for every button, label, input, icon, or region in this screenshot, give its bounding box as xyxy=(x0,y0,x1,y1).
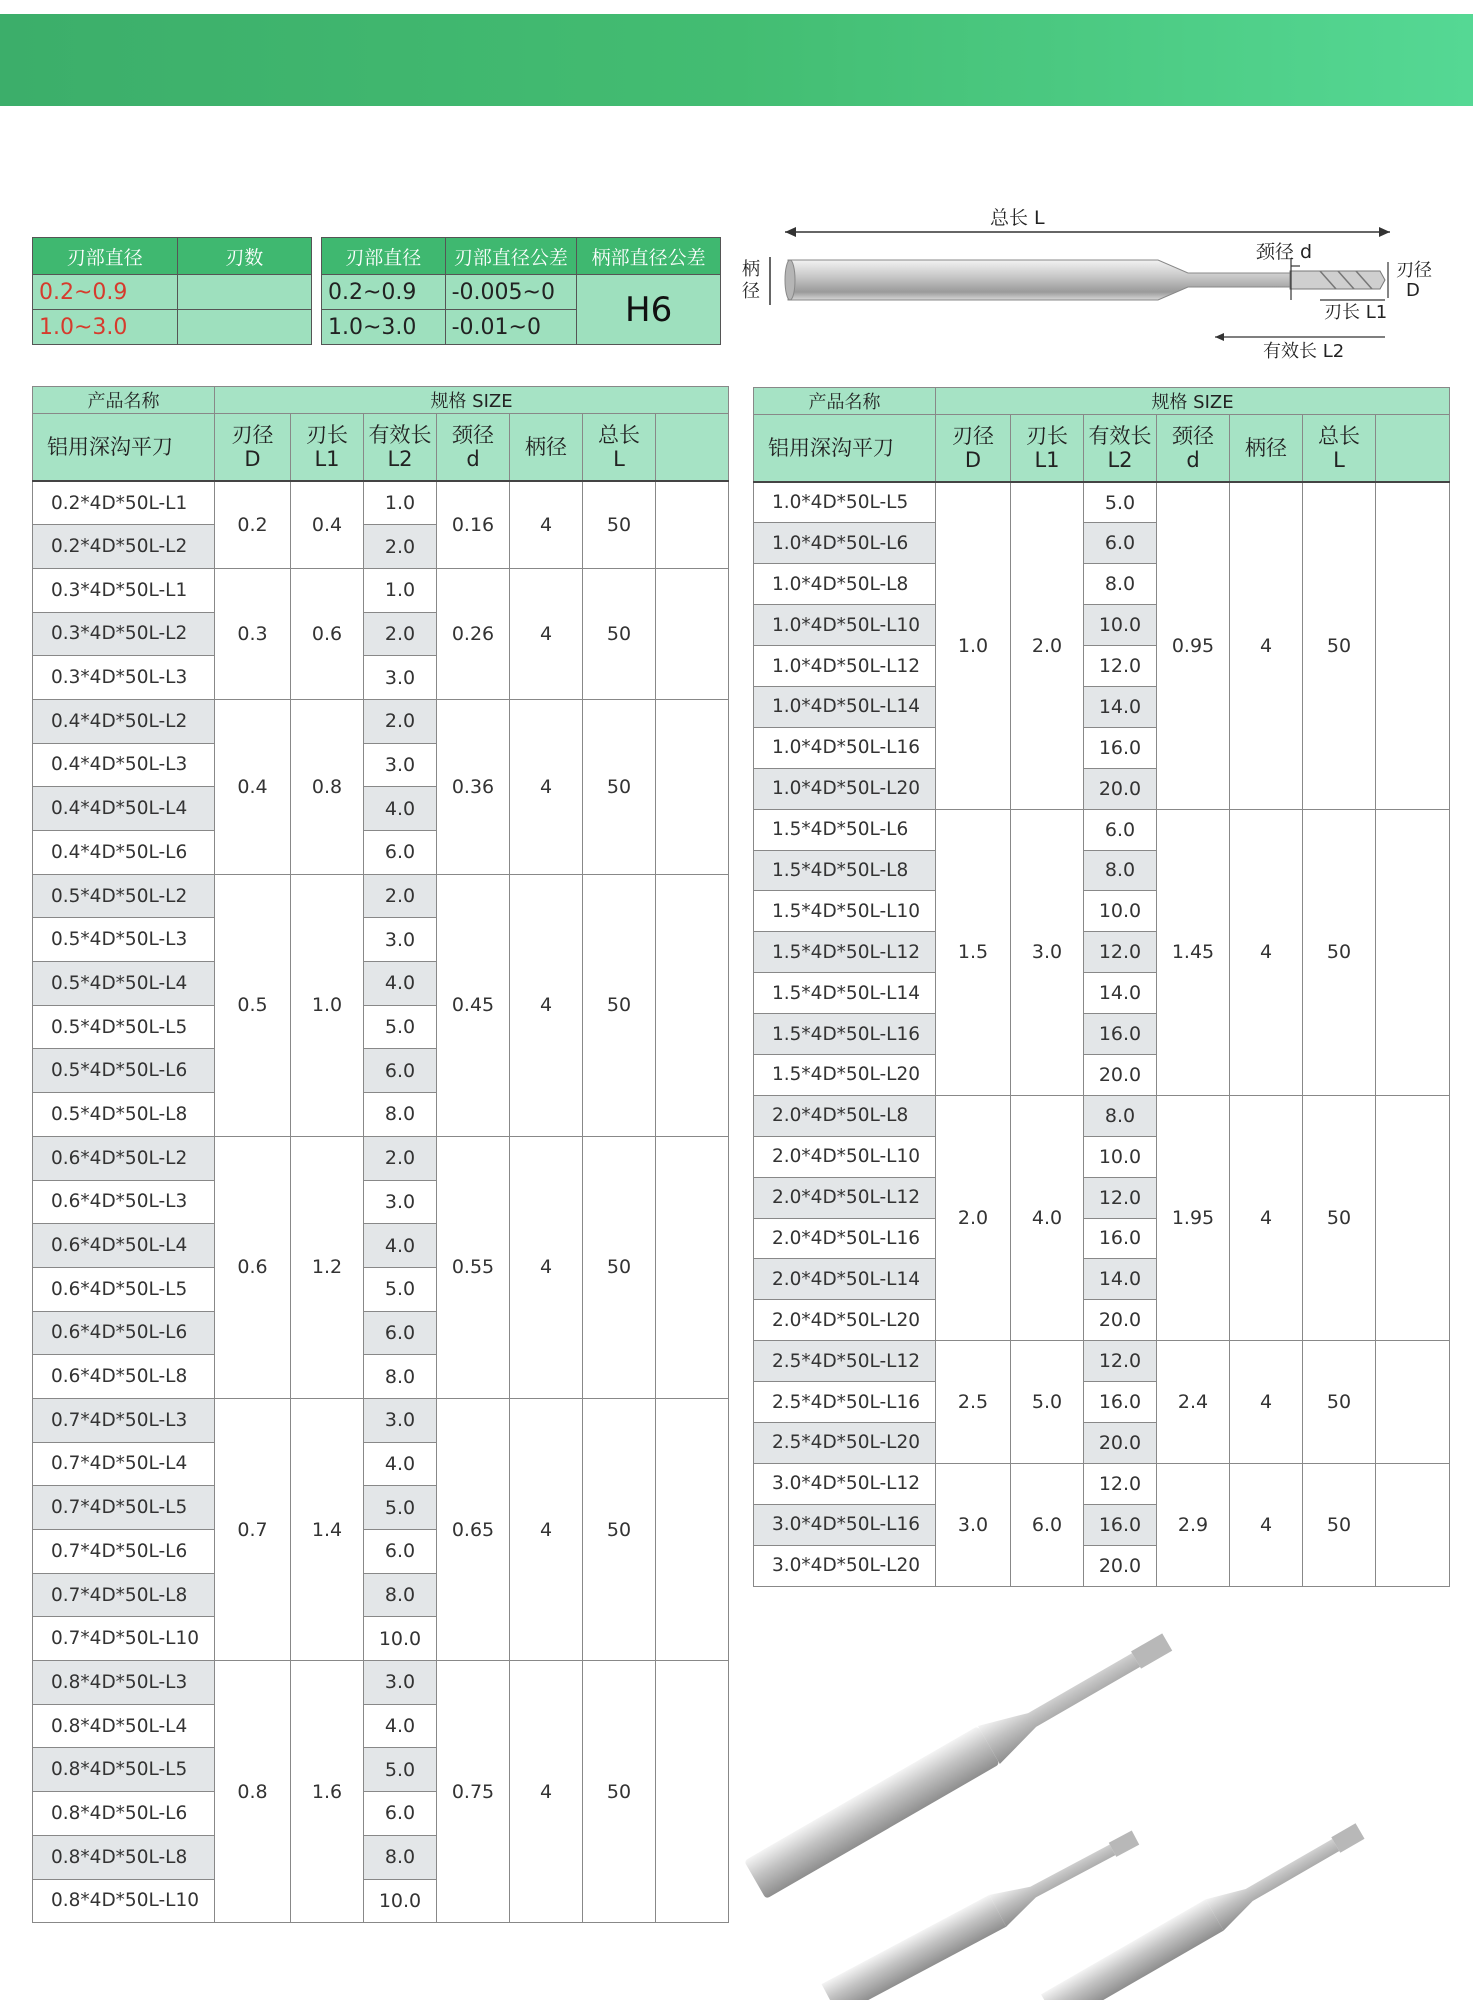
effective-length-value: 20.0 xyxy=(1084,1422,1157,1463)
effective-length-value: 8.0 xyxy=(364,1093,437,1137)
model-number: 3.0*4D*50L-L16 xyxy=(754,1504,936,1545)
effective-length-value: 5.0 xyxy=(364,1486,437,1530)
model-number: 0.6*4D*50L-L4 xyxy=(33,1224,215,1268)
shank-end-icon xyxy=(785,260,795,300)
shank-dia-value: 4 xyxy=(1230,1463,1303,1586)
tool-dimension-diagram xyxy=(740,200,1460,365)
header-blade-dia: 刃部直径 xyxy=(33,238,178,275)
model-number: 0.7*4D*50L-L6 xyxy=(33,1530,215,1574)
effective-length-value: 8.0 xyxy=(1084,1095,1157,1136)
blank-cell xyxy=(656,1136,729,1398)
model-number: 0.3*4D*50L-L3 xyxy=(33,656,215,700)
col-header-neck-dia: 颈径 d xyxy=(1157,415,1230,483)
top-banner xyxy=(0,14,1473,106)
table-row xyxy=(33,1661,729,1705)
blade-dia-tolerance: -0.005~0 xyxy=(445,275,577,310)
shank-dia-value: 4 xyxy=(510,1398,583,1660)
table-row xyxy=(754,482,1450,523)
model-number: 0.3*4D*50L-L2 xyxy=(33,612,215,656)
model-number: 0.6*4D*50L-L5 xyxy=(33,1267,215,1311)
blade-length-value: 2.0 xyxy=(1011,482,1084,809)
neck-dia-value: 0.95 xyxy=(1157,482,1230,809)
effective-length-value: 8.0 xyxy=(364,1573,437,1617)
blade-count-table xyxy=(32,237,312,345)
effective-length-value: 1.0 xyxy=(364,481,437,525)
total-length-value: 50 xyxy=(583,481,656,568)
model-number: 1.5*4D*50L-L6 xyxy=(754,809,936,850)
blank-cell xyxy=(1376,482,1450,809)
model-number: 0.2*4D*50L-L2 xyxy=(33,525,215,569)
neck-dia-value: 0.65 xyxy=(437,1398,510,1660)
model-number: 1.0*4D*50L-L5 xyxy=(754,482,936,523)
model-number: 0.4*4D*50L-L4 xyxy=(33,787,215,831)
blade-dia-value: 1.0 xyxy=(936,482,1011,809)
product-type: 铝用深沟平刀 xyxy=(33,414,215,482)
blade-dia-range: 1.0~3.0 xyxy=(322,310,446,345)
table-row xyxy=(754,1341,1450,1382)
effective-length-value: 2.0 xyxy=(364,699,437,743)
effective-length-value: 3.0 xyxy=(364,743,437,787)
effective-length-value: 12.0 xyxy=(1084,1177,1157,1218)
effective-length-value: 3.0 xyxy=(364,918,437,962)
model-number: 2.0*4D*50L-L10 xyxy=(754,1136,936,1177)
model-number: 3.0*4D*50L-L20 xyxy=(754,1545,936,1586)
blade-length-value: 5.0 xyxy=(1011,1341,1084,1464)
col-header-blade-length: 刃长 L1 xyxy=(291,414,364,482)
blade-dia-value: 0.6 xyxy=(215,1136,291,1398)
blade-length-label: 刃长 L1 xyxy=(1324,302,1388,323)
shank-dia-value: 4 xyxy=(510,699,583,874)
effective-length-value: 4.0 xyxy=(364,962,437,1006)
model-number: 2.5*4D*50L-L16 xyxy=(754,1382,936,1423)
size-header: 规格 SIZE xyxy=(936,388,1450,415)
blade-dia-range: 0.2~0.9 xyxy=(322,275,446,310)
shank-label: 径 xyxy=(742,281,760,302)
product-name-header: 产品名称 xyxy=(33,387,215,414)
header-flutes: 刃数 xyxy=(177,238,311,275)
model-number: 1.0*4D*50L-L6 xyxy=(754,523,936,564)
effective-length-value: 16.0 xyxy=(1084,1382,1157,1423)
blade-dia-value: 2.0 xyxy=(936,1095,1011,1340)
table-row xyxy=(33,481,729,525)
table-row xyxy=(754,1463,1450,1504)
total-length-value: 50 xyxy=(583,1136,656,1398)
effective-length-value: 10.0 xyxy=(1084,605,1157,646)
table-row xyxy=(33,1398,729,1442)
model-number: 2.0*4D*50L-L12 xyxy=(754,1177,936,1218)
blade-dia-value: 2.5 xyxy=(936,1341,1011,1464)
model-number: 2.0*4D*50L-L14 xyxy=(754,1259,936,1300)
model-number: 1.0*4D*50L-L12 xyxy=(754,646,936,687)
col-header-effective-length: 有效长 L2 xyxy=(1084,415,1157,483)
spec-table-right xyxy=(753,387,1450,1587)
size-header: 规格 SIZE xyxy=(215,387,729,414)
blank-cell xyxy=(656,568,729,699)
effective-length-value: 12.0 xyxy=(1084,1463,1157,1504)
model-number: 0.6*4D*50L-L3 xyxy=(33,1180,215,1224)
blade-length-value: 3.0 xyxy=(1011,809,1084,1095)
total-length-value: 50 xyxy=(583,1661,656,1923)
shank-dia-value: 4 xyxy=(1230,1095,1303,1340)
blade-length-value: 1.6 xyxy=(291,1661,364,1923)
header-blade-dia: 刃部直径 xyxy=(322,238,446,275)
blade-dia-range: 1.0~3.0 xyxy=(33,310,178,345)
effective-length-value: 6.0 xyxy=(364,1792,437,1836)
model-number: 0.3*4D*50L-L1 xyxy=(33,568,215,612)
model-number: 0.8*4D*50L-L8 xyxy=(33,1835,215,1879)
blade-dia-value: 0.3 xyxy=(215,568,291,699)
table-row xyxy=(33,699,729,743)
effective-length-value: 14.0 xyxy=(1084,1259,1157,1300)
effective-length-value: 8.0 xyxy=(1084,850,1157,891)
blank-cell xyxy=(1376,1341,1450,1464)
neck-dia-value: 0.55 xyxy=(437,1136,510,1398)
model-number: 0.7*4D*50L-L8 xyxy=(33,1573,215,1617)
total-length-value: 50 xyxy=(583,874,656,1136)
model-number: 3.0*4D*50L-L12 xyxy=(754,1463,936,1504)
model-number: 0.7*4D*50L-L5 xyxy=(33,1486,215,1530)
shank-dia-value: 4 xyxy=(1230,809,1303,1095)
model-number: 0.5*4D*50L-L5 xyxy=(33,1005,215,1049)
col-header-blade-length: 刃长 L1 xyxy=(1011,415,1084,483)
effective-length-value: 6.0 xyxy=(364,1311,437,1355)
effective-length-value: 3.0 xyxy=(364,1180,437,1224)
effective-length-value: 2.0 xyxy=(364,525,437,569)
blank-cell xyxy=(1376,809,1450,1095)
model-number: 2.0*4D*50L-L16 xyxy=(754,1218,936,1259)
end-mill-icon xyxy=(744,1630,1178,1899)
blade-length-value: 6.0 xyxy=(1011,1463,1084,1586)
product-type: 铝用深沟平刀 xyxy=(754,415,936,483)
model-number: 0.5*4D*50L-L2 xyxy=(33,874,215,918)
col-header-total-length: 总长 L xyxy=(1303,415,1376,483)
effective-length-value: 4.0 xyxy=(364,787,437,831)
model-number: 0.4*4D*50L-L3 xyxy=(33,743,215,787)
flute-icon xyxy=(1290,271,1385,289)
effective-length-value: 3.0 xyxy=(364,656,437,700)
model-number: 1.5*4D*50L-L10 xyxy=(754,891,936,932)
header-shank-tol: 柄部直径公差 xyxy=(577,238,721,275)
effective-length-value: 8.0 xyxy=(364,1835,437,1879)
blade-dia-value: 1.5 xyxy=(936,809,1011,1095)
blade-dia-tolerance: -0.01~0 xyxy=(445,310,577,345)
total-length-value: 50 xyxy=(583,1398,656,1660)
effective-length-value: 6.0 xyxy=(1084,523,1157,564)
model-number: 0.6*4D*50L-L6 xyxy=(33,1311,215,1355)
blade-dia-label: D xyxy=(1406,280,1420,301)
effective-length-value: 6.0 xyxy=(364,831,437,875)
effective-length-value: 4.0 xyxy=(364,1704,437,1748)
model-number: 0.8*4D*50L-L5 xyxy=(33,1748,215,1792)
col-header-blade-dia: 刃径 D xyxy=(936,415,1011,483)
col-header-shank-dia: 柄径 xyxy=(1230,415,1303,483)
blade-length-value: 0.4 xyxy=(291,481,364,568)
neck-dia-value: 0.36 xyxy=(437,699,510,874)
effective-length-value: 4.0 xyxy=(364,1442,437,1486)
blade-length-value: 1.0 xyxy=(291,874,364,1136)
shank-dia-value: 4 xyxy=(1230,1341,1303,1464)
effective-length-value: 5.0 xyxy=(1084,482,1157,523)
model-number: 2.0*4D*50L-L20 xyxy=(754,1300,936,1341)
blade-dia-value: 0.2 xyxy=(215,481,291,568)
neck-dia-value: 0.16 xyxy=(437,481,510,568)
blade-length-value: 1.2 xyxy=(291,1136,364,1398)
effective-length-label: 有效长 L2 xyxy=(1263,341,1345,362)
blade-dia-value: 0.4 xyxy=(215,699,291,874)
blade-length-value: 0.8 xyxy=(291,699,364,874)
effective-length-value: 16.0 xyxy=(1084,727,1157,768)
blade-dia-label: 刃径 xyxy=(1396,260,1432,281)
effective-length-value: 10.0 xyxy=(364,1879,437,1923)
product-name-header: 产品名称 xyxy=(754,388,936,415)
effective-length-value: 16.0 xyxy=(1084,1504,1157,1545)
effective-length-value: 5.0 xyxy=(364,1748,437,1792)
effective-length-value: 20.0 xyxy=(1084,1300,1157,1341)
end-mill-icon xyxy=(1041,1815,1369,2000)
model-number: 1.5*4D*50L-L20 xyxy=(754,1054,936,1095)
shank-dia-value: 4 xyxy=(1230,482,1303,809)
effective-length-value: 20.0 xyxy=(1084,1054,1157,1095)
total-length-value: 50 xyxy=(583,699,656,874)
neck-dia-value: 1.45 xyxy=(1157,809,1230,1095)
shank-dia-value: 4 xyxy=(510,1661,583,1923)
model-number: 0.7*4D*50L-L10 xyxy=(33,1617,215,1661)
neck-label: 颈径 d xyxy=(1256,241,1313,263)
table-row xyxy=(33,874,729,918)
model-number: 0.2*4D*50L-L1 xyxy=(33,481,215,525)
effective-length-value: 12.0 xyxy=(1084,932,1157,973)
model-number: 0.5*4D*50L-L3 xyxy=(33,918,215,962)
effective-length-value: 6.0 xyxy=(364,1530,437,1574)
model-number: 2.5*4D*50L-L12 xyxy=(754,1341,936,1382)
effective-length-value: 2.0 xyxy=(364,612,437,656)
model-number: 0.5*4D*50L-L4 xyxy=(33,962,215,1006)
effective-length-value: 8.0 xyxy=(1084,564,1157,605)
model-number: 0.4*4D*50L-L2 xyxy=(33,699,215,743)
model-number: 1.5*4D*50L-L8 xyxy=(754,850,936,891)
effective-length-value: 12.0 xyxy=(1084,646,1157,687)
end-mill-icon xyxy=(788,260,1290,300)
col-header-blade-dia: 刃径 D xyxy=(215,414,291,482)
effective-length-value: 10.0 xyxy=(364,1617,437,1661)
model-number: 1.0*4D*50L-L16 xyxy=(754,727,936,768)
effective-length-value: 6.0 xyxy=(364,1049,437,1093)
blank-cell xyxy=(656,1661,729,1923)
total-length-value: 50 xyxy=(1303,1463,1376,1586)
neck-dia-value: 0.26 xyxy=(437,568,510,699)
total-length-value: 50 xyxy=(1303,1095,1376,1340)
table-row xyxy=(33,1136,729,1180)
effective-length-value: 3.0 xyxy=(364,1661,437,1705)
effective-length-value: 20.0 xyxy=(1084,1545,1157,1586)
blade-dia-value: 0.7 xyxy=(215,1398,291,1660)
neck-dia-value: 1.95 xyxy=(1157,1095,1230,1340)
shank-dia-value: 4 xyxy=(510,1136,583,1398)
effective-length-value: 10.0 xyxy=(1084,1136,1157,1177)
total-length-value: 50 xyxy=(1303,482,1376,809)
blank-cell xyxy=(656,1398,729,1660)
effective-length-value: 5.0 xyxy=(364,1005,437,1049)
model-number: 1.5*4D*50L-L12 xyxy=(754,932,936,973)
blank-cell xyxy=(656,481,729,568)
blank-cell xyxy=(656,699,729,874)
model-number: 0.4*4D*50L-L6 xyxy=(33,831,215,875)
col-header-blank xyxy=(1376,415,1450,483)
total-length-value: 50 xyxy=(1303,1341,1376,1464)
neck-dia-value: 0.45 xyxy=(437,874,510,1136)
col-header-neck-dia: 颈径 d xyxy=(437,414,510,482)
spec-table-left xyxy=(32,386,729,1923)
col-header-effective-length: 有效长 L2 xyxy=(364,414,437,482)
model-number: 0.5*4D*50L-L8 xyxy=(33,1093,215,1137)
blade-dia-value: 3.0 xyxy=(936,1463,1011,1586)
shank-tolerance: H6 xyxy=(577,275,721,345)
neck-dia-value: 2.4 xyxy=(1157,1341,1230,1464)
effective-length-value: 10.0 xyxy=(1084,891,1157,932)
model-number: 2.0*4D*50L-L8 xyxy=(754,1095,936,1136)
effective-length-value: 4.0 xyxy=(364,1224,437,1268)
effective-length-value: 12.0 xyxy=(1084,1341,1157,1382)
effective-length-value: 20.0 xyxy=(1084,768,1157,809)
effective-length-value: 8.0 xyxy=(364,1355,437,1399)
model-number: 0.8*4D*50L-L6 xyxy=(33,1792,215,1836)
shank-dia-value: 4 xyxy=(510,481,583,568)
total-length-label: 总长 L xyxy=(990,207,1045,229)
shank-label: 柄 xyxy=(742,259,760,280)
blade-length-value: 0.6 xyxy=(291,568,364,699)
effective-length-value: 16.0 xyxy=(1084,1014,1157,1055)
model-number: 2.5*4D*50L-L20 xyxy=(754,1422,936,1463)
blade-length-value: 4.0 xyxy=(1011,1095,1084,1340)
model-number: 1.0*4D*50L-L10 xyxy=(754,605,936,646)
neck-dia-value: 0.75 xyxy=(437,1661,510,1923)
model-number: 0.6*4D*50L-L8 xyxy=(33,1355,215,1399)
col-header-blank xyxy=(656,414,729,482)
shank-dia-value: 4 xyxy=(510,568,583,699)
flute-count xyxy=(177,275,311,310)
blank-cell xyxy=(1376,1095,1450,1340)
effective-length-value: 2.0 xyxy=(364,874,437,918)
col-header-total-length: 总长 L xyxy=(583,414,656,482)
model-number: 1.0*4D*50L-L20 xyxy=(754,768,936,809)
blank-cell xyxy=(656,874,729,1136)
total-length-value: 50 xyxy=(1303,809,1376,1095)
effective-length-value: 3.0 xyxy=(364,1398,437,1442)
blade-dia-range: 0.2~0.9 xyxy=(33,275,178,310)
flute-count xyxy=(177,310,311,345)
table-row xyxy=(33,568,729,612)
effective-length-value: 14.0 xyxy=(1084,686,1157,727)
effective-length-value: 5.0 xyxy=(364,1267,437,1311)
effective-length-value: 6.0 xyxy=(1084,809,1157,850)
model-number: 0.5*4D*50L-L6 xyxy=(33,1049,215,1093)
effective-length-value: 2.0 xyxy=(364,1136,437,1180)
shank-dia-value: 4 xyxy=(510,874,583,1136)
end-mill-photo xyxy=(740,1630,1473,2000)
model-number: 1.5*4D*50L-L16 xyxy=(754,1014,936,1055)
tolerance-table xyxy=(321,237,721,345)
model-number: 0.7*4D*50L-L3 xyxy=(33,1398,215,1442)
table-row xyxy=(754,809,1450,850)
effective-length-value: 1.0 xyxy=(364,568,437,612)
blank-cell xyxy=(1376,1463,1450,1586)
model-number: 0.8*4D*50L-L10 xyxy=(33,1879,215,1923)
model-number: 0.8*4D*50L-L4 xyxy=(33,1704,215,1748)
col-header-shank-dia: 柄径 xyxy=(510,414,583,482)
model-number: 0.6*4D*50L-L2 xyxy=(33,1136,215,1180)
effective-length-value: 14.0 xyxy=(1084,973,1157,1014)
model-number: 1.5*4D*50L-L14 xyxy=(754,973,936,1014)
model-number: 0.7*4D*50L-L4 xyxy=(33,1442,215,1486)
model-number: 1.0*4D*50L-L14 xyxy=(754,686,936,727)
effective-length-value: 16.0 xyxy=(1084,1218,1157,1259)
model-number: 0.8*4D*50L-L3 xyxy=(33,1661,215,1705)
table-row xyxy=(754,1095,1450,1136)
neck-dia-value: 2.9 xyxy=(1157,1463,1230,1586)
blade-length-value: 1.4 xyxy=(291,1398,364,1660)
model-number: 1.0*4D*50L-L8 xyxy=(754,564,936,605)
blade-dia-value: 0.5 xyxy=(215,874,291,1136)
header-blade-tol: 刃部直径公差 xyxy=(445,238,577,275)
blade-dia-value: 0.8 xyxy=(215,1661,291,1923)
total-length-value: 50 xyxy=(583,568,656,699)
